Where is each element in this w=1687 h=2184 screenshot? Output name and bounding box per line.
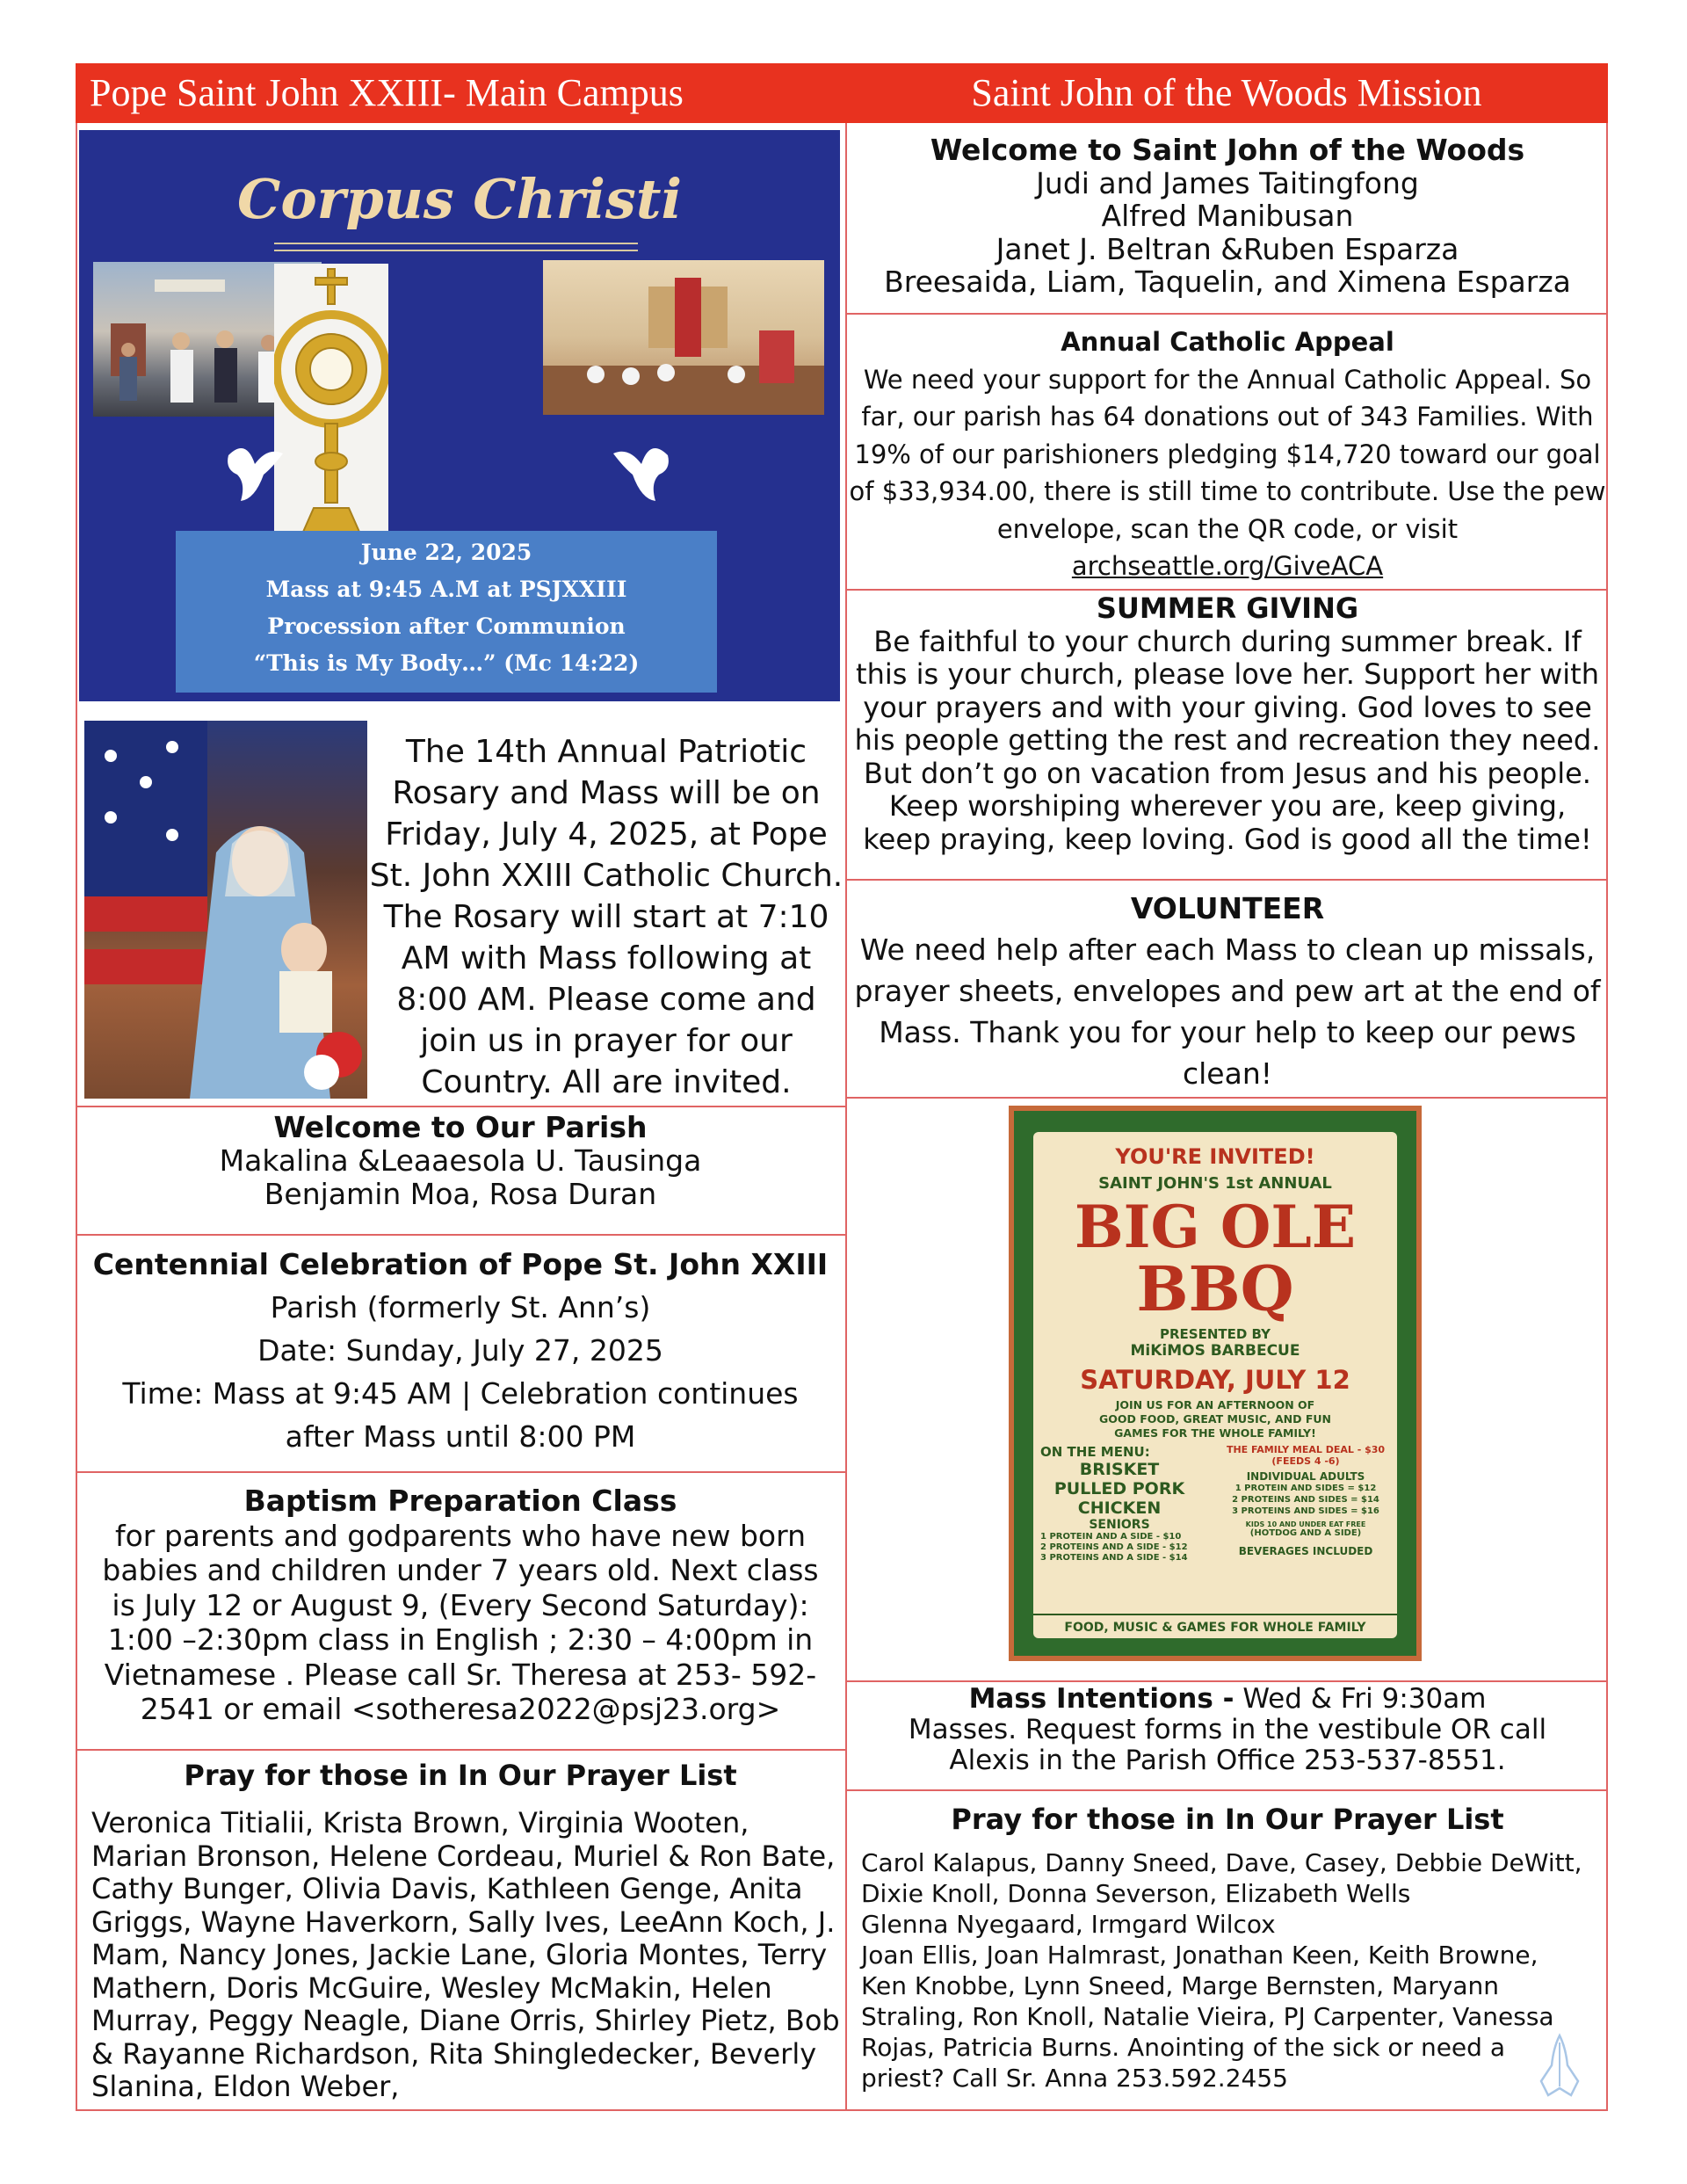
dove-icon xyxy=(606,429,677,508)
centennial-section xyxy=(76,1243,845,1458)
rosary-line: AM with Mass following at xyxy=(401,940,812,976)
appeal-line: 19% of our parishioners pledging $14,720 toward our goal xyxy=(854,439,1601,469)
baptism-line: 1:00 –2:30pm class in English ; 2:30 – 4:00pm in xyxy=(107,1622,814,1657)
appeal-link[interactable]: archseattle.org/GiveACA xyxy=(1071,551,1384,581)
welcome-parish-section xyxy=(76,1111,845,1211)
baptism-title: Baptism Preparation Class xyxy=(243,1484,677,1518)
prayer-left-line: Mam, Nancy Jones, Jackie Lane, Gloria Montes, Terry xyxy=(91,1938,828,1971)
centennial-line: Time: Mass at 9:45 AM | Celebration continues xyxy=(122,1376,799,1411)
prayer-right-line: Carol Kalapus, Danny Sneed, Dave, Casey, Debbie DeWitt, xyxy=(861,1848,1582,1877)
baptism-line: babies and children under 7 years old. Next class xyxy=(102,1553,819,1587)
intentions-line: Alexis in the Parish Office 253-537-8551. xyxy=(949,1745,1506,1776)
prayer-left-list xyxy=(91,1807,845,2104)
poster-mass: Mass at 9:45 A.M at PSJXXIII xyxy=(265,577,627,602)
bbq-beverages: BEVERAGES INCLUDED xyxy=(1238,1545,1373,1557)
poster-procession: Procession after Communion xyxy=(267,613,626,639)
bbq-menu-item: CHICKEN xyxy=(1077,1498,1162,1518)
bbq-menu-left xyxy=(1040,1444,1216,1564)
rosary-line: The 14th Annual Patriotic xyxy=(405,734,807,770)
poster-title: Corpus Christi xyxy=(236,167,683,231)
divider xyxy=(76,1471,845,1473)
intentions-section xyxy=(847,1684,1608,1776)
bbq-kids-line: KIDS 10 AND UNDER EAT FREE xyxy=(1245,1520,1366,1528)
rosary-line: Country. All are invited. xyxy=(421,1064,792,1100)
rosary-line: Friday, July 4, 2025, at Pope xyxy=(385,816,828,853)
welcome-parish-line: Benjamin Moa, Rosa Duran xyxy=(264,1177,657,1211)
poster-date: June 22, 2025 xyxy=(360,540,532,565)
bbq-invited: YOU'RE INVITED! xyxy=(1115,1144,1315,1169)
bbq-senior-prices xyxy=(1040,1532,1216,1564)
prayer-left-line: Marian Bronson, Helene Cordeau, Muriel & Ron Bate, xyxy=(91,1839,836,1873)
welcome-woods-line: Breesaida, Liam, Taquelin, and Ximena Esparza xyxy=(884,265,1571,299)
altar-photo xyxy=(543,260,824,415)
bbq-kids-line: (HOTDOG AND A SIDE) xyxy=(1249,1528,1362,1538)
volunteer-title: VOLUNTEER xyxy=(1130,891,1325,925)
summer-line: Keep worshiping wherever you are, keep giving, xyxy=(888,789,1567,823)
welcome-woods-section xyxy=(847,134,1608,299)
prayer-right-list xyxy=(861,1847,1608,2093)
welcome-woods-title: Welcome to Saint John of the Woods xyxy=(930,133,1525,167)
divider xyxy=(76,1749,845,1751)
summer-line: his people getting the rest and recreation they need. xyxy=(854,723,1601,757)
rosary-line: Rosary and Mass will be on xyxy=(392,775,821,811)
bbq-kids xyxy=(1218,1520,1394,1538)
prayer-right-line: Rojas, Patricia Burns. Anointing of the sick or need a xyxy=(861,2033,1505,2062)
bbq-senior-price: 1 PROTEIN AND A SIDE - $10 xyxy=(1040,1532,1182,1542)
bbq-adult-price: 1 PROTEIN AND SIDES = $12 xyxy=(1234,1484,1377,1493)
centennial-line: Parish (formerly St. Ann’s) xyxy=(270,1290,651,1324)
summer-line: Be faithful to your church during summer break. If xyxy=(873,624,1582,658)
bbq-join-line: JOIN US FOR AN AFTERNOON OF xyxy=(1115,1398,1315,1411)
appeal-line: We need your support for the Annual Catholic Appeal. So xyxy=(863,364,1592,395)
rosary-announcement xyxy=(369,731,844,1103)
bbq-flyer xyxy=(1009,1106,1422,1661)
baptism-line: 2541 or email <sotheresa2022@psj23.org> xyxy=(140,1692,781,1726)
prayer-right-line: Ken Knobbe, Lynn Sneed, Marge Bernsten, Maryann xyxy=(861,1971,1500,2000)
prayer-right-line: Dixie Knoll, Donna Severson, Elizabeth Wells xyxy=(861,1879,1411,1908)
appeal-title: Annual Catholic Appeal xyxy=(1061,327,1394,357)
divider xyxy=(76,1106,845,1107)
volunteer-line: clean! xyxy=(1183,1056,1272,1091)
bbq-join-line: GOOD FOOD, GREAT MUSIC, AND FUN xyxy=(1098,1412,1332,1426)
bbq-menu-label: ON THE MENU: xyxy=(1040,1444,1150,1460)
summer-line: But don’t go on vacation from Jesus and his people. xyxy=(864,756,1591,790)
bbq-adult-price: 3 PROTEINS AND SIDES = $16 xyxy=(1232,1506,1379,1516)
corpus-christi-poster xyxy=(79,130,840,701)
prayer-right-line: Joan Ellis, Joan Halmrast, Jonathan Keen, Keith Browne, xyxy=(861,1941,1539,1970)
divider xyxy=(847,1097,1608,1099)
poster-rule xyxy=(274,250,638,251)
baptism-line: for parents and godparents who have new born xyxy=(114,1518,806,1553)
appeal-line: far, our parish has 64 donations out of 343 Families. With xyxy=(861,402,1594,432)
prayer-left-line: Slanina, Eldon Weber, xyxy=(91,2070,400,2103)
welcome-woods-line: Alfred Manibusan xyxy=(1101,199,1354,233)
poster-info-box xyxy=(176,531,717,693)
bbq-senior-price: 2 PROTEINS AND A SIDE - $12 xyxy=(1040,1542,1188,1552)
welcome-parish-title: Welcome to Our Parish xyxy=(273,1110,648,1144)
prayer-left-title: Pray for those in In Our Prayer List xyxy=(184,1759,737,1792)
mary-statue-photo xyxy=(84,721,367,1099)
dove-icon xyxy=(220,429,290,508)
divider xyxy=(847,313,1608,315)
bbq-feeds: (FEEDS 4 -6) xyxy=(1271,1455,1340,1467)
welcome-woods-line: Janet J. Beltran &Ruben Esparza xyxy=(996,231,1459,266)
baptism-line: is July 12 or August 9, (Every Second Saturday): xyxy=(112,1587,809,1622)
welcome-woods-line: Judi and James Taitingfong xyxy=(1036,165,1419,200)
bbq-menu xyxy=(1033,1444,1397,1585)
volunteer-line: prayer sheets, envelopes and pew art at the end of xyxy=(854,974,1601,1008)
prayer-right-line: Glenna Nyegaard, Irmgard Wilcox xyxy=(861,1910,1276,1939)
centennial-title: Centennial Celebration of Pope St. John XXIII xyxy=(92,1247,829,1281)
bbq-big: BIG OLE xyxy=(1074,1193,1357,1261)
summer-line: this is your church, please love her. Support her with xyxy=(856,657,1599,691)
prayer-right-line: priest? Call Sr. Anna 253.592.2455 xyxy=(861,2064,1288,2093)
baptism-section xyxy=(76,1484,845,1727)
poster-quote: “This is My Body…” (Mc 14:22) xyxy=(253,650,640,676)
praying-hands-icon xyxy=(1529,2030,1590,2101)
welcome-parish-line: Makalina &Leaaesola U. Tausinga xyxy=(219,1143,702,1178)
prayer-right-title: Pray for those in In Our Prayer List xyxy=(951,1803,1504,1836)
bbq-date: SATURDAY, JULY 12 xyxy=(1080,1365,1350,1395)
prayer-left-line: & Rayanne Richardson, Rita Shingledecker, Beverly xyxy=(91,2036,817,2071)
bbq-senior-price: 3 PROTEINS AND A SIDE - $14 xyxy=(1040,1553,1188,1563)
divider xyxy=(76,1234,845,1236)
divider xyxy=(847,879,1608,881)
header-main-campus: Pope Saint John XXIII- Main Campus xyxy=(76,63,845,123)
summer-title: SUMMER GIVING xyxy=(1096,591,1359,625)
bbq-family-deal: THE FAMILY MEAL DEAL - $30 xyxy=(1226,1444,1386,1455)
divider xyxy=(847,589,1608,591)
summer-giving-section xyxy=(847,592,1608,856)
rosary-line: The Rosary will start at 7:10 xyxy=(383,899,829,935)
bbq-annual: SAINT JOHN'S 1st ANNUAL xyxy=(1098,1174,1332,1193)
bbq-individual: INDIVIDUAL ADULTS xyxy=(1246,1470,1365,1483)
bbq-footer: FOOD, MUSIC & GAMES FOR WHOLE FAMILY xyxy=(1033,1614,1397,1635)
appeal-section xyxy=(847,323,1608,585)
summer-line: your prayers and with your giving. God loves to see xyxy=(863,690,1592,724)
intentions-title-rest: Wed & Fri 9:30am xyxy=(1234,1683,1487,1715)
prayer-left-line: Murray, Peggy Neagle, Diane Orris, Shirley Pietz, Bob xyxy=(91,2004,840,2037)
appeal-line: envelope, scan the QR code, or visit xyxy=(996,513,1459,544)
bbq-presented: PRESENTED BY xyxy=(1159,1326,1271,1342)
header-woods-mission: Saint John of the Woods Mission xyxy=(845,63,1608,123)
bbq-seniors: SENIORS xyxy=(1089,1518,1150,1532)
prayer-left-line: Griggs, Wayne Haverkorn, Sally Ives, LeeAnn Koch, J. xyxy=(91,1905,836,1939)
appeal-line: of $33,934.00, there is still time to contribute. Use the pew xyxy=(849,476,1606,506)
baptism-line: Vietnamese . Please call Sr. Theresa at 253- 592- xyxy=(104,1657,817,1692)
intentions-line: Masses. Request forms in the vestibule OR call xyxy=(908,1714,1547,1745)
volunteer-line: Mass. Thank you for your help to keep our pews xyxy=(879,1015,1576,1049)
bbq-flyer-inner xyxy=(1033,1132,1397,1638)
intentions-title: Mass Intentions - xyxy=(968,1683,1234,1715)
bbq-adult-price: 2 PROTEINS AND SIDES = $14 xyxy=(1232,1495,1379,1505)
prayer-right-line: Straling, Ron Knoll, Natalie Vieira, PJ Carpenter, Vanessa xyxy=(861,2002,1554,2031)
centennial-line: Date: Sunday, July 27, 2025 xyxy=(257,1333,663,1368)
bbq-menu-item: PULLED PORK xyxy=(1053,1479,1185,1498)
prayer-left-line: Cathy Bunger, Olivia Davis, Kathleen Genge, Anita xyxy=(91,1872,803,1905)
rosary-line: St. John XXIII Catholic Church. xyxy=(369,858,844,894)
prayer-left-line: Mathern, Doris McGuire, Wesley McMakin, Helen xyxy=(91,1970,772,2005)
rosary-line: 8:00 AM. Please come and xyxy=(396,982,816,1018)
bbq-sponsor: MiKiMOS BARBECUE xyxy=(1130,1342,1300,1360)
bbq-menu-item: BRISKET xyxy=(1079,1460,1160,1479)
summer-line: keep praying, keep loving. God is good all the time! xyxy=(863,822,1592,856)
volunteer-line: We need help after each Mass to clean up missals, xyxy=(859,932,1596,967)
volunteer-section xyxy=(847,888,1608,1094)
poster-rule xyxy=(274,243,638,244)
centennial-line: after Mass until 8:00 PM xyxy=(285,1419,636,1454)
divider xyxy=(847,1680,1608,1682)
bbq-adult-prices xyxy=(1218,1483,1394,1517)
bbq-join-line: GAMES FOR THE WHOLE FAMILY! xyxy=(1114,1426,1316,1440)
divider xyxy=(847,1789,1608,1791)
bbq-menu-right xyxy=(1218,1444,1394,1557)
bbq-join xyxy=(1033,1398,1397,1440)
bbq-menu-items xyxy=(1040,1460,1216,1518)
rosary-line: join us in prayer for our xyxy=(420,1023,793,1059)
bbq-bbq: BBQ xyxy=(1136,1252,1294,1325)
prayer-left-line: Veronica Titialii, Krista Brown, Virginia Wooten, xyxy=(91,1806,749,1839)
